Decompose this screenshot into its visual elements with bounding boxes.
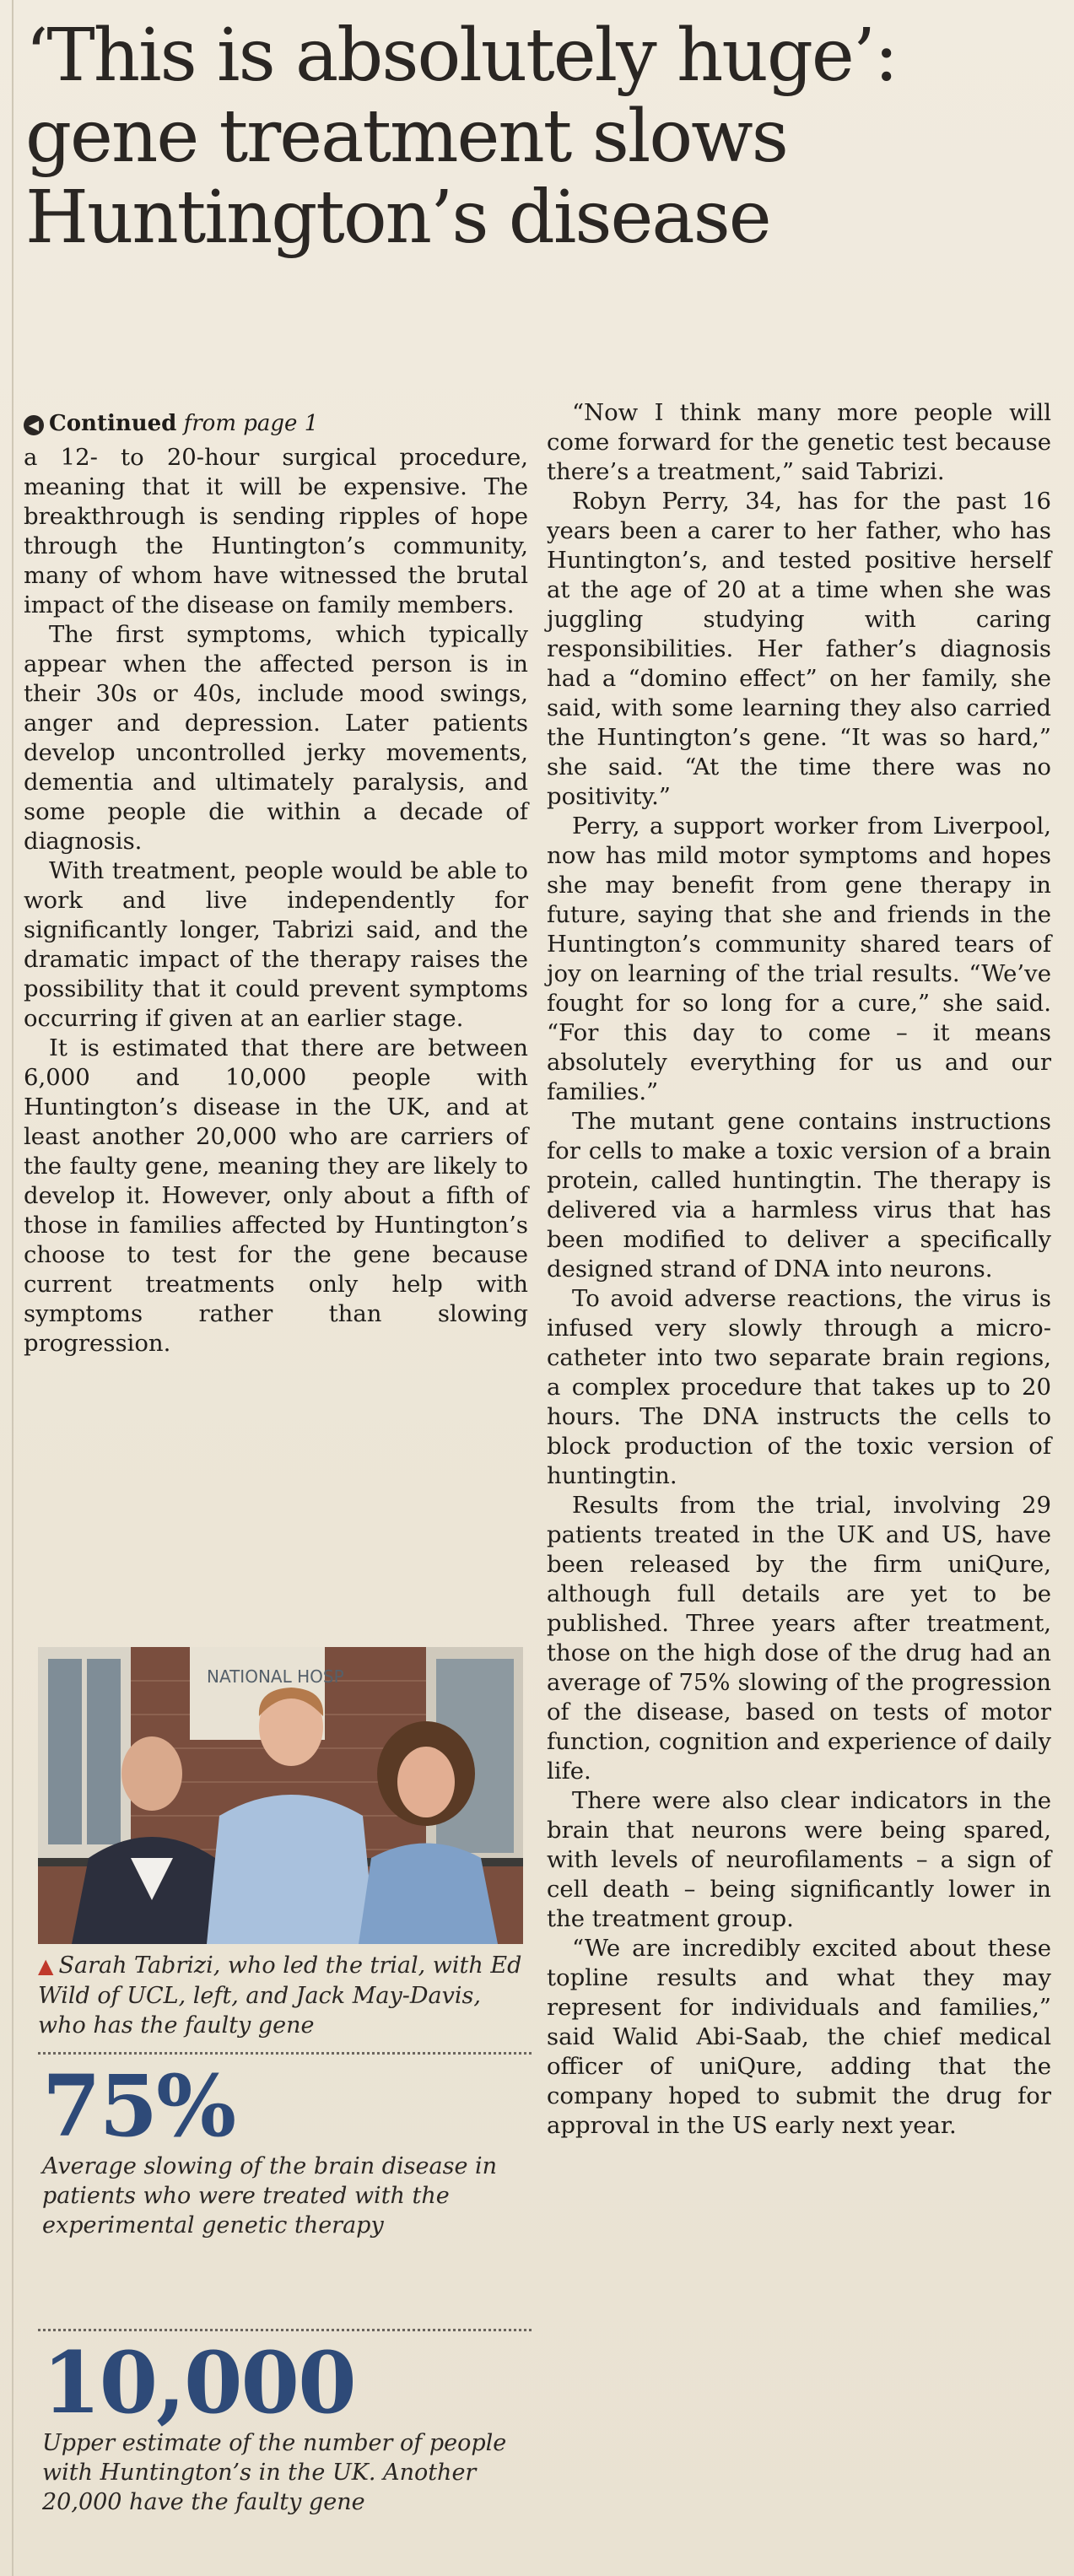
continued-label: Continued — [49, 411, 177, 436]
headline-line-2: gene treatment slows — [25, 95, 787, 179]
left-arrow-icon: ◀ — [24, 415, 44, 435]
stat-box-1 — [42, 2056, 540, 2240]
photo-caption — [38, 1951, 536, 2040]
stat-description: Average slowing of the brain disease in patients who were treated with the experimental genetic therapy — [42, 2153, 498, 2238]
stat-divider — [38, 2052, 532, 2055]
continued-page-ref: from page 1 — [176, 411, 319, 436]
paragraph: To avoid adverse reactions, the virus is infused very slowly through a micro-catheter into two separate brain regions, a complex procedure that takes up to 20 hours. The DNA instructs the cells to block production of the toxic version of huntingtin. — [547, 1285, 1051, 1489]
page-fold-line — [12, 0, 13, 2576]
paragraph: There were also clear indicators in the brain that neurons were being spared, with levels of neurofilaments – a sign of cell death – being significantly lower in the treatment group. — [547, 1787, 1051, 1932]
paragraph: a 12- to 20-hour surgical procedure, meaning that it will be expensive. The breakthrough is sending ripples of hope through the Huntington’s community, many of whom have witnessed the brutal impact of the disease on family members. — [24, 444, 528, 618]
headline — [25, 15, 1059, 258]
paragraph: The mutant gene contains instructions for cells to make a toxic version of a brain protein, called huntingtin. The therapy is delivered via a harmless virus that has been modified to deliver a specifically designed strand of DNA into neurons. — [547, 1108, 1051, 1283]
paragraph: Results from the trial, involving 29 patients treated in the UK and US, have been released by the firm uniQure, although full details are yet to be published. Three years after treatment, those on the high dose of the drug had an average of 75% slowing of the progression of the disease, based on tests of motor function, cognition and experience of daily life. — [547, 1492, 1051, 1785]
stat-value: 75% — [42, 2056, 235, 2156]
paragraph: The first symptoms, which typically appear when the affected person is in their 30s or 40s, include mood swings, anger and depression. Later patients develop uncontrolled jerky movements, dementia and ultimately paralysis, and some people die within a decade of diagnosis. — [24, 621, 528, 855]
paragraph: With treatment, people would be able to work and live independently for significantly longer, Tabrizi said, and the dramatic impact of the therapy raises the possibility that it could prevent symptoms occurring if given at an earlier stage. — [24, 857, 528, 1032]
paragraph: It is estimated that there are between 6,000 and 10,000 people with Huntington’s disease in the UK, and at least another 20,000 who are carriers of the faulty gene, meaning they are likely to develop it. However, only about a fifth of those in families affected by Huntington’s choose to test for the gene because current treatments only help with symptoms rather than slowing progression. — [24, 1034, 528, 1357]
continued-from-page — [24, 409, 528, 438]
article-column-1 — [24, 409, 528, 1358]
paragraph: “We are incredibly excited about these topline results and what they may represent for individuals and families,” said Walid Abi-Saab, the chief medical officer of uniQure, adding that the company hoped to submit the drug for approval in the US early next year. — [547, 1935, 1051, 2139]
headline-line-3: Huntington’s disease — [25, 176, 770, 260]
stat-description: Upper estimate of the number of people with Huntington’s in the UK. Another 20,000 have the faulty gene — [42, 2430, 507, 2515]
paragraph: “Now I think many more people will come forward for the genetic test because there’s a treatment,” said Tabrizi. — [547, 399, 1051, 485]
photo-illustration — [38, 1647, 523, 1944]
photo-sign-text: NATIONAL HOSP — [207, 1666, 344, 1687]
article-column-2 — [547, 398, 1051, 2141]
stat-value: 10,000 — [42, 2333, 355, 2433]
stat-divider — [38, 2329, 532, 2331]
caption-triangle-icon: ▲ — [38, 1954, 54, 1978]
photo-caption-text: Sarah Tabrizi, who led the trial, with Ed Wild of UCL, left, and Jack May-Davis, who has the faulty gene — [38, 1952, 522, 2039]
paragraph: Perry, a support worker from Liverpool, now has mild motor symptoms and hopes she may benefit from gene therapy in future, saying that she and friends in the Huntington’s community shared tears of joy on learning of the trial results. “We’ve fought for so long for a cure,” she said. “For this day to come – it means absolutely everything for us and our families.” — [547, 813, 1051, 1105]
article-photo — [38, 1647, 523, 1944]
stat-box-2 — [42, 2333, 540, 2517]
paragraph: Robyn Perry, 34, has for the past 16 years been a carer to her father, who has Huntington’s, and tested positive herself at the age of 20 at a time when she was juggling studying with caring responsibilities. Her father’s diagnosis had a “domino effect” on her family, she said, with some learning they also carried the Huntington’s gene. “It was so hard,” she said. “At the time there was no positivity.” — [547, 488, 1051, 810]
headline-line-1: ‘This is absolutely huge’: — [25, 14, 898, 98]
